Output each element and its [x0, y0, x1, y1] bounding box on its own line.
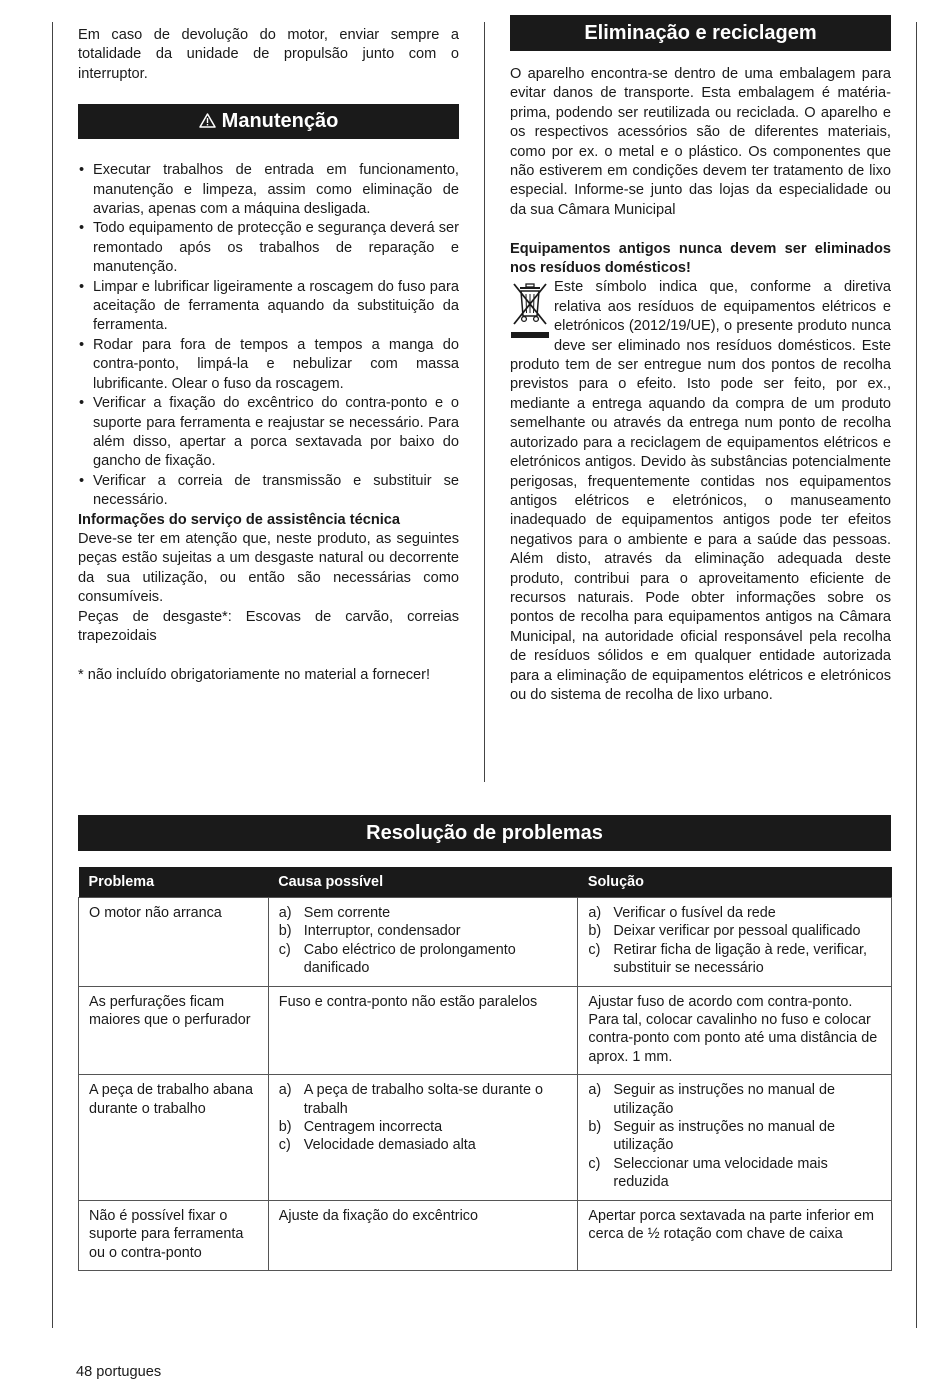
packaging-text: O aparelho encontra-se dentro de uma embalagem para evitar danos de transporte. Esta embalagem é matéria-prima, podendo ser reutilizada ou reciclada. O aparelho e os respectivos acessórios são de diferentes materiais, como por ex. o metal e o plástico. Os componentes que não estiverem em condições devem ter tratamento de lixo especial. Informe-se junto das lojas da especialidade ou da sua Câmara Municipal: [510, 66, 891, 218]
weee-heading: Equipamentos antigos nunca devem ser eliminados nos resíduos domésticos!: [510, 240, 891, 277]
recycling-title: Eliminação e reciclagem: [584, 22, 817, 44]
left-margin-rule: [52, 22, 53, 1328]
recycling-title-bar: [510, 15, 891, 51]
maintenance-title: Manutenção: [221, 110, 339, 133]
right-column: [510, 15, 891, 705]
cause-cell: [268, 1075, 578, 1200]
footnote: * não incluído obrigatoriamente no material a fornecer!: [78, 666, 431, 683]
column-divider: [484, 22, 485, 782]
list-item: a) A peça de trabalho solta-se durante o trabalh: [278, 1082, 543, 1117]
maintenance-title-bar: [78, 104, 459, 139]
table-row: [79, 898, 892, 987]
column-header-problem: Problema: [79, 867, 269, 898]
right-margin-rule: [916, 22, 917, 1328]
crossed-out-bin-icon: [510, 280, 550, 340]
list-item: c) Velocidade demasiado alta: [278, 1137, 476, 1154]
problem-cell: Não é possível fixar o suporte para ferramenta ou o contra-ponto: [79, 1200, 269, 1270]
warning-triangle-icon: [199, 113, 216, 128]
column-header-solution: Solução: [578, 867, 892, 898]
problem-cell: A peça de trabalho abana durante o trabalho: [79, 1075, 269, 1200]
list-item: b) Interruptor, condensador: [278, 923, 461, 940]
list-item: • Executar trabalhos de entrada em funcionamento, manutenção e limpeza, assim como eliminação de avarias, apenas com a máquina desligada.: [78, 161, 459, 219]
table-row: [79, 1075, 892, 1200]
maintenance-list: [78, 161, 459, 510]
list-item: a) Sem corrente: [278, 905, 391, 921]
list-item: b) Seguir as instruções no manual de utilização: [588, 1119, 835, 1154]
service-text: Deve-se ter em atenção que, neste produto, as seguintes peças estão sujeitas a um desgaste natural ou decorrente da sua utilização, ou então são necessárias como consumíveis.: [78, 530, 459, 606]
list-item: • Todo equipamento de protecção e segurança deverá ser remontado após os trabalhos de reparação e manutenção.: [78, 219, 459, 277]
cause-cell: Fuso e contra-ponto não estão paralelos: [268, 986, 578, 1075]
list-item: • Limpar e lubrificar ligeiramente a roscagem do fuso para aceitação de ferramenta aquando da substituição da ferramenta.: [78, 278, 459, 336]
cause-cell: [268, 898, 578, 987]
solution-cell: Ajustar fuso de acordo com contra-ponto. Para tal, colocar cavalinho no fuso e colocar contra-ponto com ponto até uma distância de aprox. 1 mm.: [578, 986, 892, 1075]
list-item: c) Seleccionar uma velocidade mais reduzida: [588, 1155, 828, 1191]
page-footer: 48 portugues: [76, 1364, 162, 1380]
list-item: b) Deixar verificar por pessoal qualificado: [588, 923, 861, 940]
left-column: [78, 26, 459, 685]
wear-parts: Peças de desgaste*: Escovas de carvão, correias trapezoidais: [78, 608, 459, 644]
weee-block: [510, 278, 891, 705]
list-item: b) Centragem incorrecta: [278, 1119, 443, 1136]
return-note: Em caso de devolução do motor, enviar sempre a totalidade da unidade de propulsão junto com o interruptor.: [78, 27, 459, 82]
list-item: • Rodar para fora de tempos a tempos a manga do contra-ponto, limpá-la e nebulizar com massa lubrificante. Olear o fuso da roscagem.: [78, 336, 459, 394]
cause-cell: Ajuste da fixação do excêntrico: [268, 1200, 578, 1270]
list-item: • Verificar a correia de transmissão e substituir se necessário.: [78, 472, 459, 511]
list-item: a) Seguir as instruções no manual de utilização: [588, 1082, 835, 1117]
table-row: [79, 986, 892, 1075]
list-item: • Verificar a fixação do excêntrico do contra-ponto e o suporte para ferramenta e reajustar se necessário. Para além disso, apertar a porca sextavada por baixo do gancho de fixação.: [78, 394, 459, 472]
troubleshooting-title: Resolução de problemas: [366, 822, 603, 844]
troubleshooting-table: [78, 867, 892, 1271]
service-heading: Informações do serviço de assistência técnica: [78, 511, 401, 528]
solution-cell: [578, 1075, 892, 1200]
table-row: [79, 1200, 892, 1270]
column-header-cause: Causa possível: [268, 867, 578, 898]
problem-cell: O motor não arranca: [79, 898, 269, 987]
problem-cell: As perfurações ficam maiores que o perfurador: [79, 986, 269, 1075]
table-header-row: [79, 867, 892, 898]
weee-text: Este símbolo indica que, conforme a diretiva relativa aos resíduos de equipamentos elétricos e eletrónicos (2012/19/UE), o presente produto nunca deve ser eliminado nos resíduos domésticos. Este produto tem de ser entregue num dos pontos de recolha previstos para o efeito. Isto pode ser feito, por ex., mediante a entrega aquando da compra de um produto semelhante ou através da entrega num ponto de recolha autorizado para a reciclagem de equipamentos elétricos e eletrónicos antigos. Devido às substâncias potencialmente perigosas, frequentemente contidas nos equipamentos antigos elétricos e eletrónicos, o manuseamento inadequado de equipamentos antigos pode ter efeitos negativos para o ambiente e para a saúde das pessoas. Além disto, através da eliminação adequada deste produto, contribui para o aproveitamento eficiente de recursos naturais. Pode obter informações sobre os pontos de recolha para equipamentos antigos na Câmara Municipal, na autoridade oficial responsável pela recolha de resíduos sólidos e em qualquer entidade autorizada para a eliminação de equipamentos elétricos e eletrónicos ou do sistema de recolha de lixo urbano.: [510, 279, 891, 703]
troubleshooting-title-bar: [78, 815, 891, 851]
list-item: c) Retirar ficha de ligação à rede, verificar, substituir se necessário: [588, 941, 867, 977]
solution-cell: [578, 898, 892, 987]
list-item: a) Verificar o fusível da rede: [588, 905, 776, 921]
solution-cell: Apertar porca sextavada na parte inferior em cerca de ½ rotação com chave de caixa: [578, 1200, 892, 1270]
list-item: c) Cabo eléctrico de prolongamento danificado: [278, 941, 516, 977]
